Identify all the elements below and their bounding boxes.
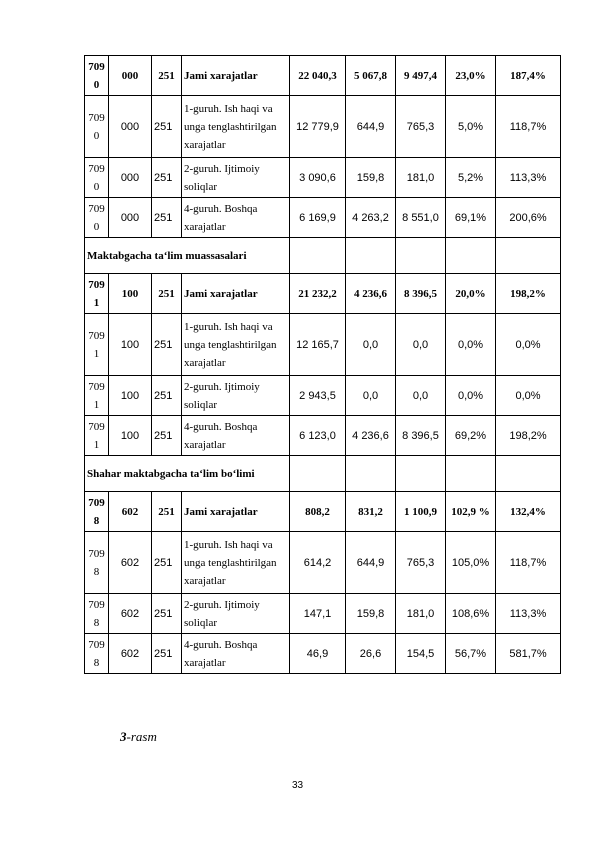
- section-row: [85, 456, 561, 492]
- actual-cell: 765,3: [396, 96, 446, 158]
- org-code-cell: 100: [109, 314, 152, 376]
- execution-annual-cell: 108,6%: [446, 594, 496, 634]
- function-code-cell: 251: [152, 198, 182, 238]
- plan-period-cell: 4 236,6: [346, 274, 396, 314]
- execution-annual-cell: 5,0%: [446, 96, 496, 158]
- page-number: 33: [291, 780, 304, 791]
- function-code-cell: 251: [152, 158, 182, 198]
- total-row: [85, 492, 561, 532]
- org-code-cell: 100: [109, 416, 152, 456]
- section-title: Maktabgacha ta‘lim muassasalari: [85, 238, 290, 274]
- table-row: [85, 634, 561, 674]
- expense-name-cell: 4-guruh. Boshqa xarajatlar: [182, 634, 290, 674]
- expense-name-cell: 1-guruh. Ish haqi va unga tenglashtirilgan xarajatlar: [182, 532, 290, 594]
- execution-period-cell: 198,2%: [496, 416, 561, 456]
- org-code-cell: 000: [109, 96, 152, 158]
- execution-period-cell: 198,2%: [496, 274, 561, 314]
- function-code-cell: 251: [152, 96, 182, 158]
- section-row: [85, 238, 561, 274]
- account-code-cell: 709 0: [85, 198, 109, 238]
- table-row: [85, 532, 561, 594]
- plan-period-cell: 26,6: [346, 634, 396, 674]
- execution-period-cell: 581,7%: [496, 634, 561, 674]
- function-code-cell: 251: [152, 532, 182, 594]
- annual-plan-cell: 3 090,6: [290, 158, 346, 198]
- actual-cell: 1 100,9: [396, 492, 446, 532]
- empty-cell: [446, 456, 496, 492]
- actual-cell: 181,0: [396, 158, 446, 198]
- actual-cell: 181,0: [396, 594, 446, 634]
- figure-caption: [120, 729, 157, 745]
- function-code-cell: 251: [152, 634, 182, 674]
- account-code-cell: 709 1: [85, 314, 109, 376]
- budget-table-body: [85, 56, 561, 674]
- plan-period-cell: 4 236,6: [346, 416, 396, 456]
- function-code-cell: 251: [152, 594, 182, 634]
- expense-name-cell: Jami xarajatlar: [182, 56, 290, 96]
- table-row: [85, 376, 561, 416]
- actual-cell: 8 396,5: [396, 274, 446, 314]
- expense-name-cell: 1-guruh. Ish haqi va unga tenglashtirilgan xarajatlar: [182, 314, 290, 376]
- org-code-cell: 602: [109, 492, 152, 532]
- annual-plan-cell: 6 169,9: [290, 198, 346, 238]
- org-code-cell: 602: [109, 634, 152, 674]
- plan-period-cell: 159,8: [346, 594, 396, 634]
- plan-period-cell: 4 263,2: [346, 198, 396, 238]
- actual-cell: 9 497,4: [396, 56, 446, 96]
- function-code-cell: 251: [152, 56, 182, 96]
- execution-annual-cell: 5,2%: [446, 158, 496, 198]
- actual-cell: 8 396,5: [396, 416, 446, 456]
- section-title: Shahar maktabgacha ta‘lim bo‘limi: [85, 456, 290, 492]
- actual-cell: 8 551,0: [396, 198, 446, 238]
- annual-plan-cell: 614,2: [290, 532, 346, 594]
- empty-cell: [290, 456, 346, 492]
- function-code-cell: 251: [152, 492, 182, 532]
- table-row: [85, 198, 561, 238]
- execution-annual-cell: 105,0%: [446, 532, 496, 594]
- empty-cell: [496, 238, 561, 274]
- account-code-cell: 709 0: [85, 56, 109, 96]
- expense-name-cell: 1-guruh. Ish haqi va unga tenglashtirilgan xarajatlar: [182, 96, 290, 158]
- actual-cell: 0,0: [396, 376, 446, 416]
- table-row: [85, 158, 561, 198]
- execution-annual-cell: 0,0%: [446, 376, 496, 416]
- expense-name-cell: Jami xarajatlar: [182, 492, 290, 532]
- org-code-cell: 100: [109, 376, 152, 416]
- table-row: [85, 96, 561, 158]
- execution-period-cell: 118,7%: [496, 532, 561, 594]
- annual-plan-cell: 147,1: [290, 594, 346, 634]
- execution-period-cell: 0,0%: [496, 376, 561, 416]
- execution-period-cell: 200,6%: [496, 198, 561, 238]
- actual-cell: 765,3: [396, 532, 446, 594]
- annual-plan-cell: 46,9: [290, 634, 346, 674]
- org-code-cell: 000: [109, 158, 152, 198]
- empty-cell: [346, 238, 396, 274]
- plan-period-cell: 644,9: [346, 96, 396, 158]
- table-row: [85, 416, 561, 456]
- total-row: [85, 274, 561, 314]
- execution-period-cell: 187,4%: [496, 56, 561, 96]
- expense-name-cell: 4-guruh. Boshqa xarajatlar: [182, 198, 290, 238]
- actual-cell: 154,5: [396, 634, 446, 674]
- empty-cell: [496, 456, 561, 492]
- plan-period-cell: 5 067,8: [346, 56, 396, 96]
- plan-period-cell: 0,0: [346, 314, 396, 376]
- empty-cell: [396, 456, 446, 492]
- org-code-cell: 000: [109, 56, 152, 96]
- execution-annual-cell: 69,2%: [446, 416, 496, 456]
- actual-cell: 0,0: [396, 314, 446, 376]
- account-code-cell: 709 8: [85, 492, 109, 532]
- annual-plan-cell: 21 232,2: [290, 274, 346, 314]
- annual-plan-cell: 12 165,7: [290, 314, 346, 376]
- execution-annual-cell: 69,1%: [446, 198, 496, 238]
- figure-caption-word: -rasm: [126, 729, 157, 744]
- execution-annual-cell: 23,0%: [446, 56, 496, 96]
- function-code-cell: 251: [152, 274, 182, 314]
- account-code-cell: 709 1: [85, 416, 109, 456]
- annual-plan-cell: 6 123,0: [290, 416, 346, 456]
- plan-period-cell: 831,2: [346, 492, 396, 532]
- execution-annual-cell: 56,7%: [446, 634, 496, 674]
- expense-name-cell: 2-guruh. Ijtimoiy soliqlar: [182, 594, 290, 634]
- execution-period-cell: 0,0%: [496, 314, 561, 376]
- plan-period-cell: 644,9: [346, 532, 396, 594]
- account-code-cell: 709 8: [85, 532, 109, 594]
- function-code-cell: 251: [152, 416, 182, 456]
- annual-plan-cell: 2 943,5: [290, 376, 346, 416]
- figure-caption-number: 3: [120, 729, 127, 744]
- annual-plan-cell: 808,2: [290, 492, 346, 532]
- function-code-cell: 251: [152, 376, 182, 416]
- plan-period-cell: 0,0: [346, 376, 396, 416]
- expense-name-cell: 2-guruh. Ijtimoiy soliqlar: [182, 376, 290, 416]
- execution-period-cell: 118,7%: [496, 96, 561, 158]
- budget-table: [84, 55, 561, 674]
- empty-cell: [446, 238, 496, 274]
- execution-period-cell: 132,4%: [496, 492, 561, 532]
- account-code-cell: 709 8: [85, 594, 109, 634]
- expense-name-cell: 2-guruh. Ijtimoiy soliqlar: [182, 158, 290, 198]
- annual-plan-cell: 12 779,9: [290, 96, 346, 158]
- account-code-cell: 709 1: [85, 376, 109, 416]
- plan-period-cell: 159,8: [346, 158, 396, 198]
- total-row: [85, 56, 561, 96]
- empty-cell: [346, 456, 396, 492]
- org-code-cell: 000: [109, 198, 152, 238]
- execution-annual-cell: 102,9 %: [446, 492, 496, 532]
- table-row: [85, 314, 561, 376]
- account-code-cell: 709 8: [85, 634, 109, 674]
- execution-period-cell: 113,3%: [496, 594, 561, 634]
- org-code-cell: 602: [109, 594, 152, 634]
- account-code-cell: 709 1: [85, 274, 109, 314]
- empty-cell: [290, 238, 346, 274]
- org-code-cell: 100: [109, 274, 152, 314]
- empty-cell: [396, 238, 446, 274]
- execution-annual-cell: 20,0%: [446, 274, 496, 314]
- function-code-cell: 251: [152, 314, 182, 376]
- expense-name-cell: Jami xarajatlar: [182, 274, 290, 314]
- table-row: [85, 594, 561, 634]
- account-code-cell: 709 0: [85, 96, 109, 158]
- org-code-cell: 602: [109, 532, 152, 594]
- account-code-cell: 709 0: [85, 158, 109, 198]
- expense-name-cell: 4-guruh. Boshqa xarajatlar: [182, 416, 290, 456]
- execution-annual-cell: 0,0%: [446, 314, 496, 376]
- execution-period-cell: 113,3%: [496, 158, 561, 198]
- annual-plan-cell: 22 040,3: [290, 56, 346, 96]
